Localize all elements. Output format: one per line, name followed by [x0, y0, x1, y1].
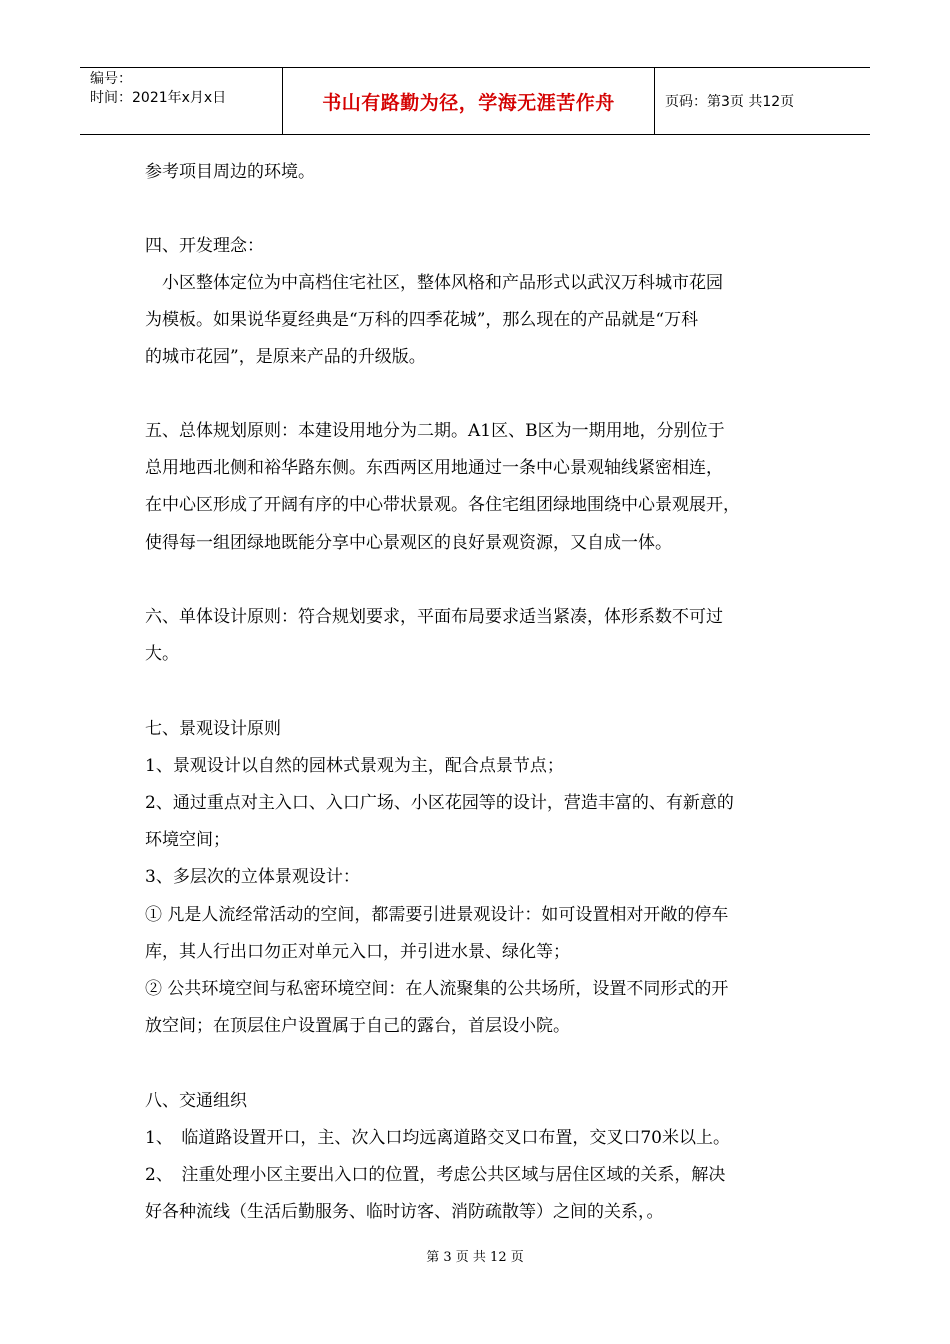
page-header	[80, 67, 870, 135]
text-line: 环境空间；	[145, 830, 230, 850]
text-line: 参考项目周边的环境。	[145, 162, 315, 182]
list-item: 1、景观设计以自然的园林式景观为主，配合点景节点；	[145, 756, 564, 776]
list-item: 1、 临道路设置开口，主、次入口均远离道路交叉口布置，交叉口70米以上。	[145, 1128, 730, 1148]
list-item: 2、通过重点对主入口、入口广场、小区花园等的设计，营造丰富的、有新意的	[145, 793, 734, 813]
list-item: ② 公共环境空间与私密环境空间：在人流聚集的公共场所，设置不同形式的开	[145, 979, 729, 999]
header-page-info: 页码：第3页 共12页	[665, 94, 795, 110]
text-line: 库，其人行出口勿正对单元入口，并引进水景、绿化等；	[145, 942, 570, 962]
document-date-label: 时间：2021年x月x日	[90, 90, 227, 106]
header-motto: 书山有路勤为径，学海无涯苦作舟	[282, 68, 655, 134]
text-line: 总用地西北侧和裕华路东侧。东西两区用地通过一条中心景观轴线紧密相连，	[145, 458, 723, 478]
section-heading: 八、交通组织	[145, 1091, 247, 1111]
text-line: 小区整体定位为中高档住宅社区，整体风格和产品形式以武汉万科城市花园	[145, 273, 723, 293]
list-item: ① 凡是人流经常活动的空间，都需要引进景观设计：如可设置相对开敞的停车	[145, 905, 729, 925]
text-line: 大。	[145, 644, 179, 664]
list-item: 3、多层次的立体景观设计：	[145, 867, 360, 887]
text-line: 放空间；在顶层住户设置属于自己的露台，首层设小院。	[145, 1016, 570, 1036]
text-line: 六、单体设计原则：符合规划要求，平面布局要求适当紧凑，体形系数不可过	[145, 607, 723, 627]
list-item: 2、 注重处理小区主要出入口的位置，考虑公共区域与居住区域的关系，解决	[145, 1165, 726, 1185]
text-line: 使得每一组团绿地既能分享中心景观区的良好景观资源，又自成一体。	[145, 533, 672, 553]
text-line: 在中心区形成了开阔有序的中心带状景观。各住宅组团绿地围绕中心景观展开，	[145, 495, 740, 515]
text-line: 为模板。如果说华夏经典是“万科的四季花城”，那么现在的产品就是“万科	[145, 310, 699, 330]
section-heading: 四、开发理念：	[145, 236, 264, 256]
text-line: 的城市花园”，是原来产品的升级版。	[145, 347, 426, 367]
page-footer: 第 3 页 共 12 页	[426, 1250, 524, 1265]
text-line: 五、总体规划原则：本建设用地分为二期。A1区、B区为一期用地，分别位于	[145, 421, 725, 441]
text-line: 好各种流线（生活后勤服务、临时访客、消防疏散等）之间的关系，。	[145, 1202, 664, 1222]
header-meta	[80, 68, 282, 134]
section-heading: 七、景观设计原则	[145, 719, 281, 739]
document-number-label: 编号：	[90, 71, 132, 87]
